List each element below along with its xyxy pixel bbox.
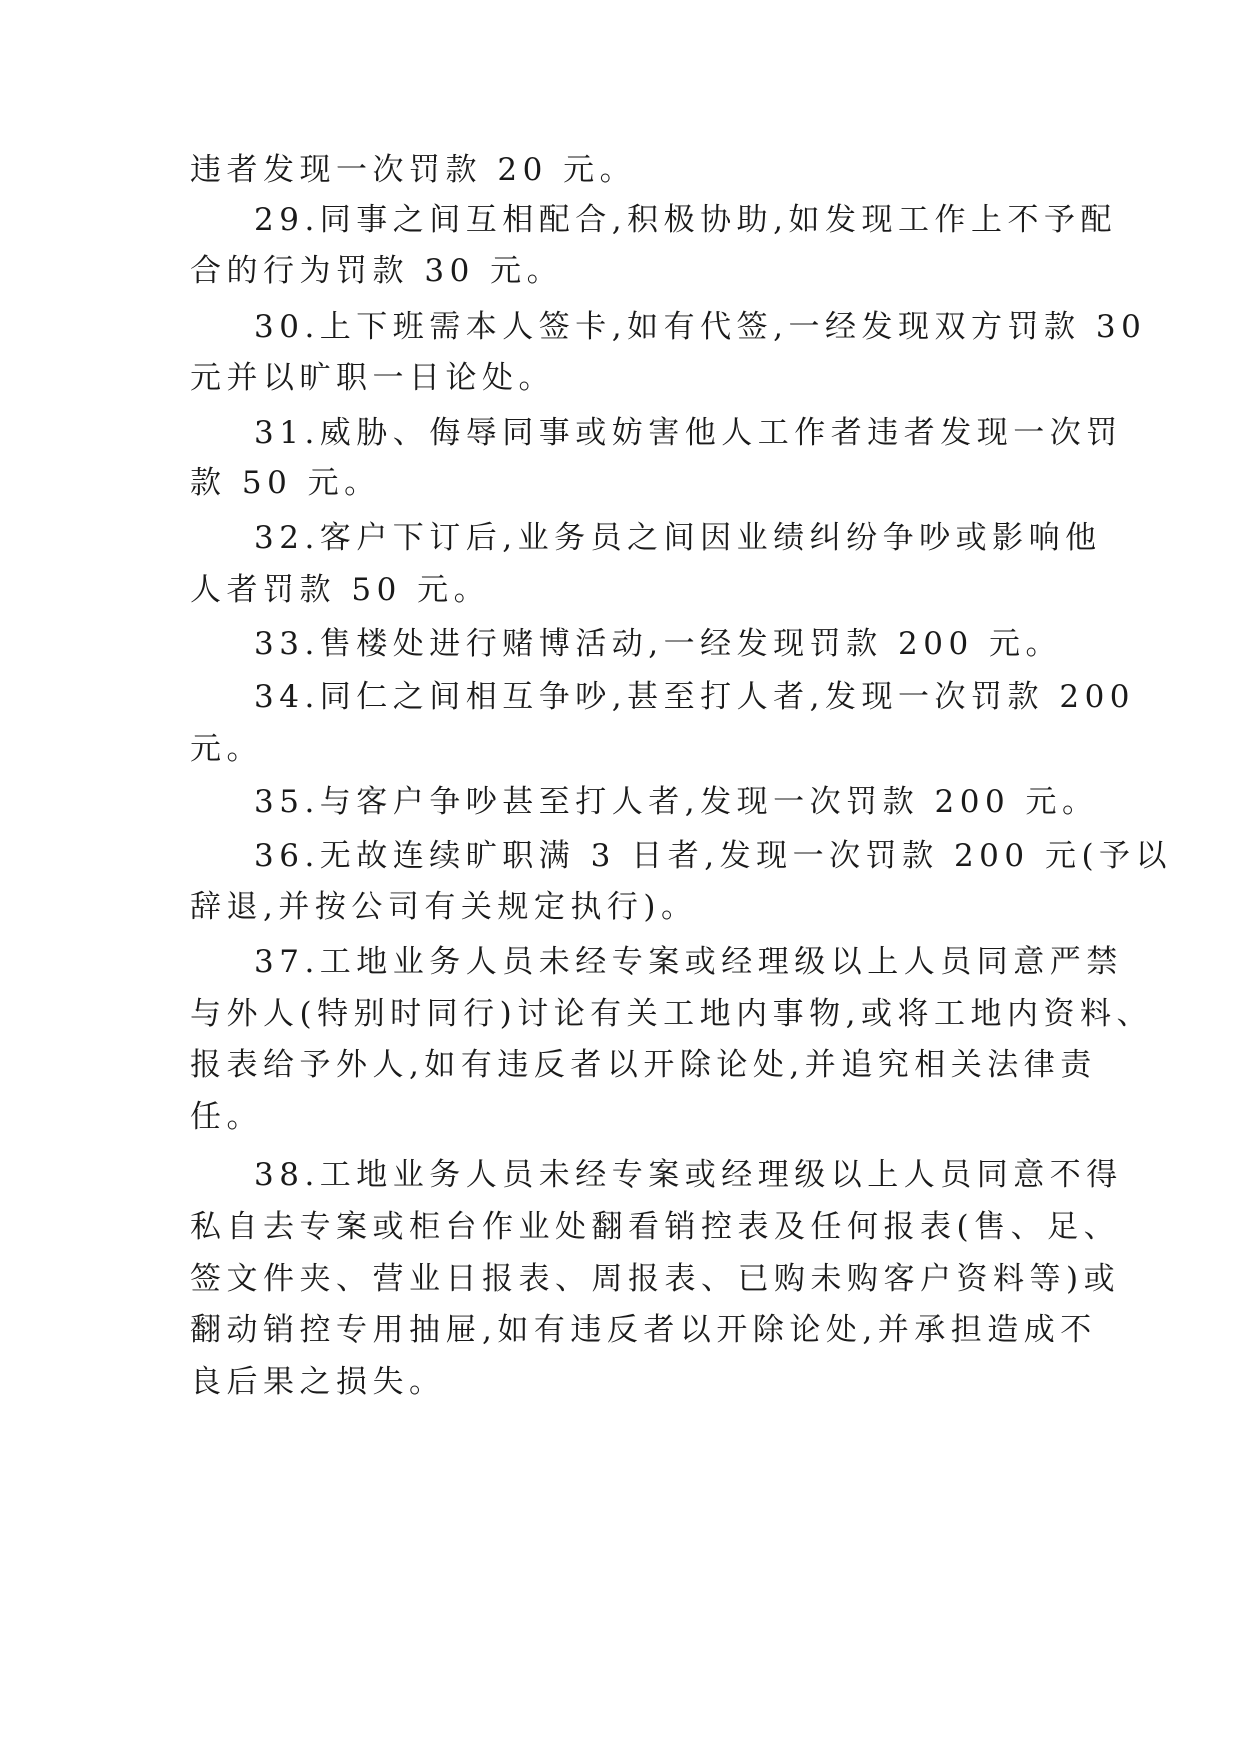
text-line: 私自去专案或柜台作业处翻看销控表及任何报表(售、足、 [190, 1209, 1121, 1245]
text-line: 签文件夹、营业日报表、周报表、已购未购客户资料等)或 [190, 1261, 1121, 1297]
text-line: 32.客户下订后,业务员之间因业绩纠纷争吵或影响他 [254, 520, 1102, 556]
text-line: 元。 [190, 731, 263, 767]
text-line: 合的行为罚款 30 元。 [190, 253, 564, 289]
text-line: 33.售楼处进行赌博活动,一经发现罚款 200 元。 [254, 626, 1063, 662]
text-line: 款 50 元。 [190, 465, 381, 501]
text-line: 违者发现一次罚款 20 元。 [190, 152, 637, 188]
text-line: 34.同仁之间相互争吵,甚至打人者,发现一次罚款 200 [254, 679, 1136, 715]
text-line: 人者罚款 50 元。 [190, 572, 491, 608]
text-line: 37.工地业务人员未经专案或经理级以上人员同意严禁 [254, 944, 1123, 980]
text-line: 31.威胁、侮辱同事或妨害他人工作者违者发现一次罚 [254, 415, 1123, 451]
text-line: 报表给予外人,如有违反者以开除论处,并追究相关法律责 [190, 1047, 1097, 1083]
text-line: 翻动销控专用抽屉,如有违反者以开除论处,并承担造成不 [190, 1312, 1097, 1348]
text-line: 35.与客户争吵甚至打人者,发现一次罚款 200 元。 [254, 784, 1099, 820]
text-line: 38.工地业务人员未经专案或经理级以上人员同意不得 [254, 1157, 1123, 1193]
text-line: 辞退,并按公司有关规定执行)。 [190, 889, 698, 925]
text-line: 元并以旷职一日论处。 [190, 360, 555, 396]
text-line: 29.同事之间互相配合,积极协助,如发现工作上不予配 [254, 202, 1118, 238]
text-line: 任。 [190, 1099, 263, 1135]
text-line: 与外人(特别时同行)讨论有关工地内事物,或将工地内资料、 [190, 996, 1154, 1032]
text-line: 36.无故连续旷职满 3 日者,发现一次罚款 200 元(予以 [254, 838, 1173, 874]
text-line: 30.上下班需本人签卡,如有代签,一经发现双方罚款 30 [254, 309, 1147, 345]
text-line: 良后果之损失。 [190, 1364, 446, 1400]
